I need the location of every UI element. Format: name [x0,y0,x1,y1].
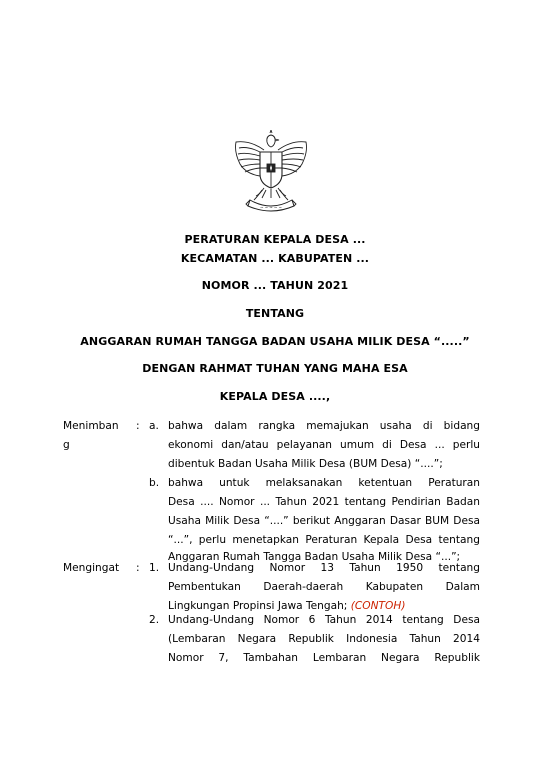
title-line-2: KECAMATAN ... KABUPATEN ... [180,252,370,265]
menimbang-a-line: ekonomi dan/atau pelayanan umum di Desa ... perlu [168,439,480,451]
tentang-heading: TENTANG [245,307,305,320]
menimbang-b-line: “...”, perlu menetapkan Peraturan Kepala Desa tentang [168,534,480,546]
mengingat-1-line-last [168,600,480,612]
kepala-desa-heading: KEPALA DESA ...., [219,390,331,403]
mengingat-marker-2: 2. [149,614,160,626]
mengingat-2-line: (Lembaran Negara Republik Indonesia Tahun 2014 [168,633,480,645]
mengingat-2-line: Undang-Undang Nomor 6 Tahun 2014 tentang Desa [168,614,480,626]
garuda-emblem-icon [230,130,312,214]
mengingat-1-text: Lingkungan Propinsi Jawa Tengah; [168,600,348,612]
title-line-1: PERATURAN KEPALA DESA ... [184,233,366,246]
menimbang-b-line: Desa .... Nomor ... Tahun 2021 tentang Pendirian Badan [168,496,480,508]
menimbang-b-line: Anggaran Rumah Tangga Badan Usaha Milik Desa “...”; [168,551,461,563]
svg-text:~ ~ ~ ~ ~: ~ ~ ~ ~ ~ [260,205,282,210]
nomor-heading: NOMOR ... TAHUN 2021 [201,279,349,292]
rahmat-heading: DENGAN RAHMAT TUHAN YANG MAHA ESA [142,362,408,375]
mengingat-colon: : [136,562,140,574]
mengingat-label: Mengingat [63,562,120,574]
menimbang-colon: : [136,420,140,432]
mengingat-1-line: Pembentukan Daerah-daerah Kabupaten Dalam [168,581,480,593]
subject-heading: ANGGARAN RUMAH TANGGA BADAN USAHA MILIK DESA “.....” [80,335,470,348]
contoh-note: (CONTOH) [350,600,406,612]
menimbang-b-line: bahwa untuk melaksanakan ketentuan Peraturan [168,477,480,489]
menimbang-label-wrap: g [63,439,70,451]
mengingat-marker-1: 1. [149,562,160,574]
menimbang-b-line: Usaha Milik Desa “....” berikut Anggaran Dasar BUM Desa [168,515,480,527]
menimbang-a-line: bahwa dalam rangka memajukan usaha di bidang [168,420,480,432]
menimbang-a-line: dibentuk Badan Usaha Milik Desa (BUM Desa) “....”; [168,458,443,470]
menimbang-marker-a: a. [149,420,159,432]
menimbang-label: Menimban [63,420,119,432]
mengingat-2-line: Nomor 7, Tambahan Lembaran Negara Republik [168,652,480,664]
menimbang-marker-b: b. [149,477,160,489]
mengingat-1-line: Undang-Undang Nomor 13 Tahun 1950 tentang [168,562,480,574]
